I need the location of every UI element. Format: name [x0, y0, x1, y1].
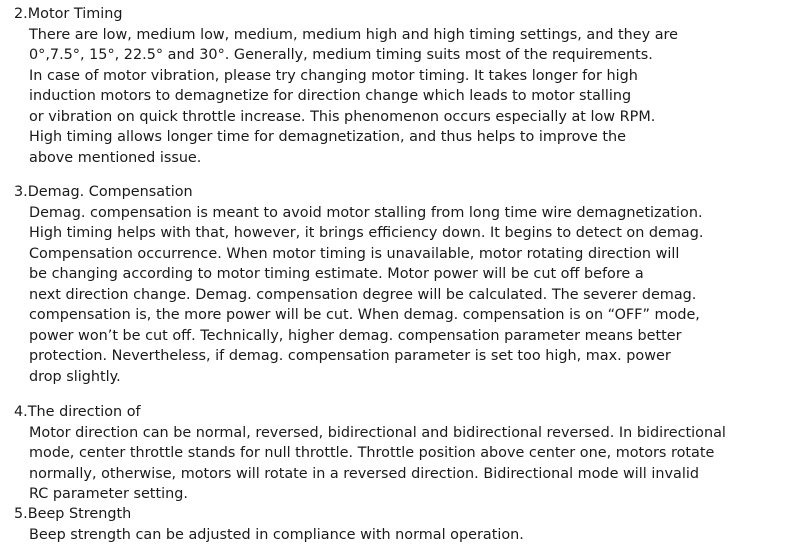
paragraph-line: There are low, medium low, medium, medium high and high timing settings, and they are: [29, 26, 679, 43]
paragraph-line: above mentioned issue.: [29, 149, 202, 166]
paragraph-line: be changing according to motor timing estimate. Motor power will be cut off before a: [29, 266, 644, 282]
paragraph-line: 0°,7.5°, 15°, 22.5° and 30°. Generally, medium timing suits most of the requirements.: [29, 47, 653, 63]
paragraph-line: drop slightly.: [29, 368, 121, 385]
section-heading: 3.Demag. Compensation: [14, 184, 193, 200]
paragraph-line: Motor direction can be normal, reversed, bidirectional and bidirectional reversed. In bidirectional: [29, 424, 726, 441]
paragraph-line: induction motors to demagnetize for direction change which leads to motor stalling: [29, 88, 632, 104]
paragraph-line: or vibration on quick throttle increase. This phenomenon occurs especially at low RPM.: [29, 108, 656, 125]
paragraph-line: In case of motor vibration, please try changing motor timing. It takes longer for high: [29, 67, 638, 84]
section-heading: 4.The direction of: [14, 404, 141, 420]
paragraph-line: next direction change. Demag. compensation degree will be calculated. The severer demag.: [29, 286, 697, 303]
paragraph-line: compensation is, the more power will be cut. When demag. compensation is on “OFF” mode,: [29, 307, 700, 323]
paragraph-line: power won’t be cut off. Technically, higher demag. compensation parameter means better: [29, 327, 682, 344]
paragraph-line: RC parameter setting.: [29, 486, 188, 502]
paragraph-line: Compensation occurrence. When motor timing is unavailable, motor rotating direction will: [29, 245, 680, 262]
paragraph-line: High timing allows longer time for demagnetization, and thus helps to improve the: [29, 129, 627, 145]
section-heading: 5.Beep Strength: [14, 506, 132, 522]
paragraph-line: normally, otherwise, motors will rotate in a reversed direction. Bidirectional mode will invalid: [29, 465, 699, 482]
paragraph-line: Beep strength can be adjusted in compliance with normal operation.: [29, 526, 524, 543]
section-heading: 2.Motor Timing: [14, 6, 123, 22]
paragraph-line: Demag. compensation is meant to avoid motor stalling from long time wire demagnetization.: [29, 204, 703, 221]
paragraph-line: mode, center throttle stands for null throttle. Throttle position above center one, motors rotate: [29, 445, 715, 461]
paragraph-line: High timing helps with that, however, it brings efficiency down. It begins to detect on demag.: [29, 225, 704, 241]
paragraph-line: protection. Nevertheless, if demag. compensation parameter is set too high, max. power: [29, 348, 671, 364]
